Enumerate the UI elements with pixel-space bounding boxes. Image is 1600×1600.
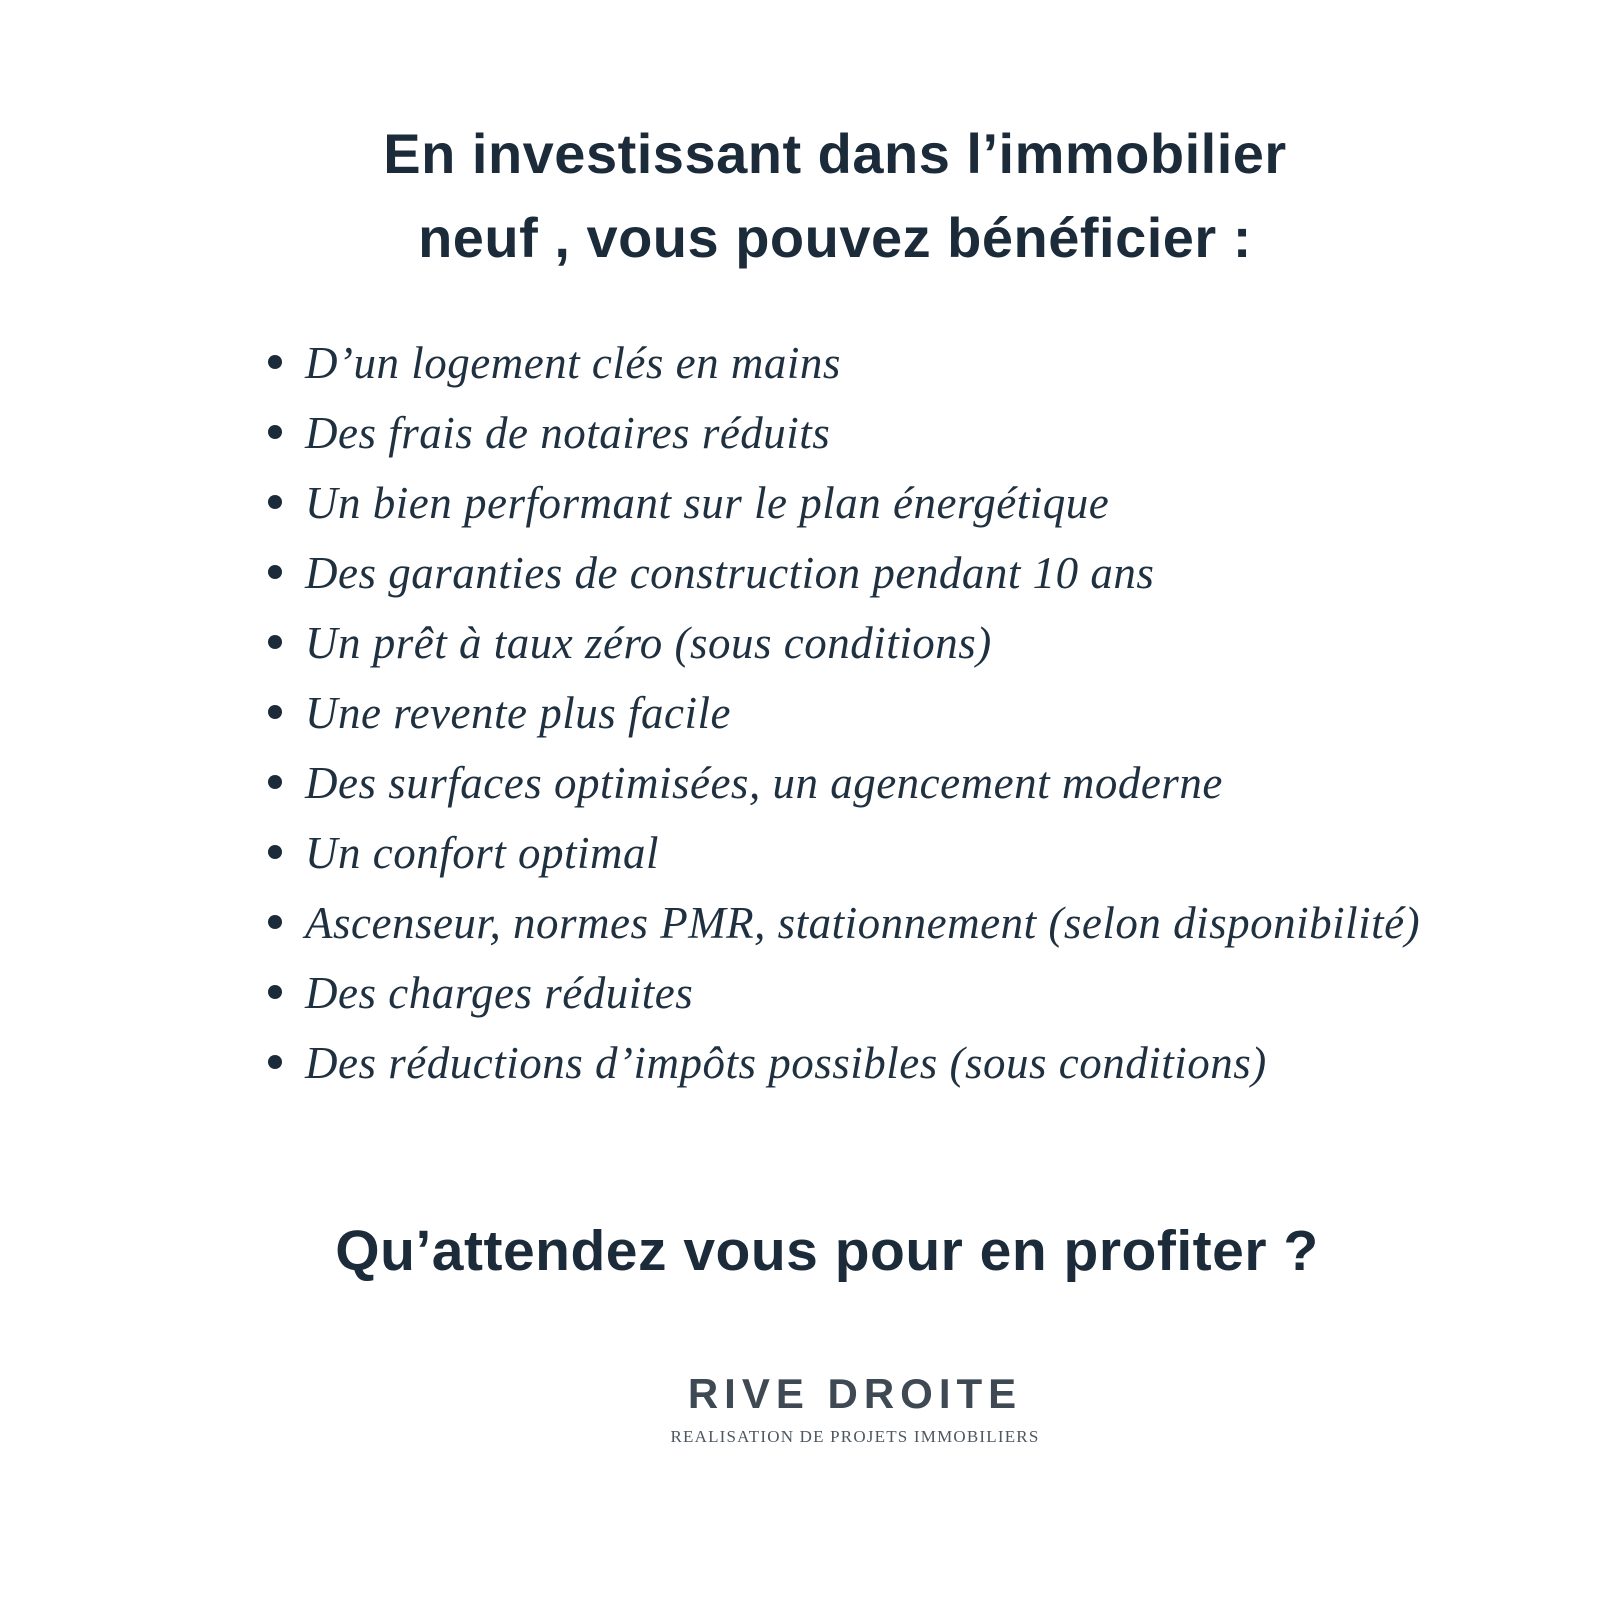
list-item: Des charges réduites (268, 958, 1460, 1028)
list-item: Ascenseur, normes PMR, stationnement (selon disponibilité) (268, 888, 1460, 958)
closing-question: Qu’attendez vous pour en profiter ? (335, 1219, 1319, 1283)
list-item: Des réductions d’impôts possibles (sous conditions) (268, 1028, 1460, 1098)
brand-tagline: REALISATION DE PROJETS IMMOBILIERS (670, 1427, 1040, 1446)
brand-name: RIVE DROITE (687, 1370, 1023, 1417)
list-item: D’un logement clés en mains (268, 328, 1460, 398)
title-line-2: neuf , vous pouvez bénéficier : (418, 206, 1252, 269)
list-item: Un confort optimal (268, 818, 1460, 888)
footer-logo (0, 1370, 1600, 1448)
title-line-1: En investissant dans l’immobilier (383, 122, 1287, 185)
list-item: Un prêt à taux zéro (sous conditions) (268, 608, 1460, 678)
benefits-list (268, 328, 1460, 1098)
list-item: Des garanties de construction pendant 10 ans (268, 538, 1460, 608)
page-title (0, 0, 1600, 280)
list-item: Des surfaces optimisées, un agencement moderne (268, 748, 1460, 818)
list-item: Un bien performant sur le plan énergétique (268, 468, 1460, 538)
list-item: Des frais de notaires réduits (268, 398, 1460, 468)
list-item: Une revente plus facile (268, 678, 1460, 748)
